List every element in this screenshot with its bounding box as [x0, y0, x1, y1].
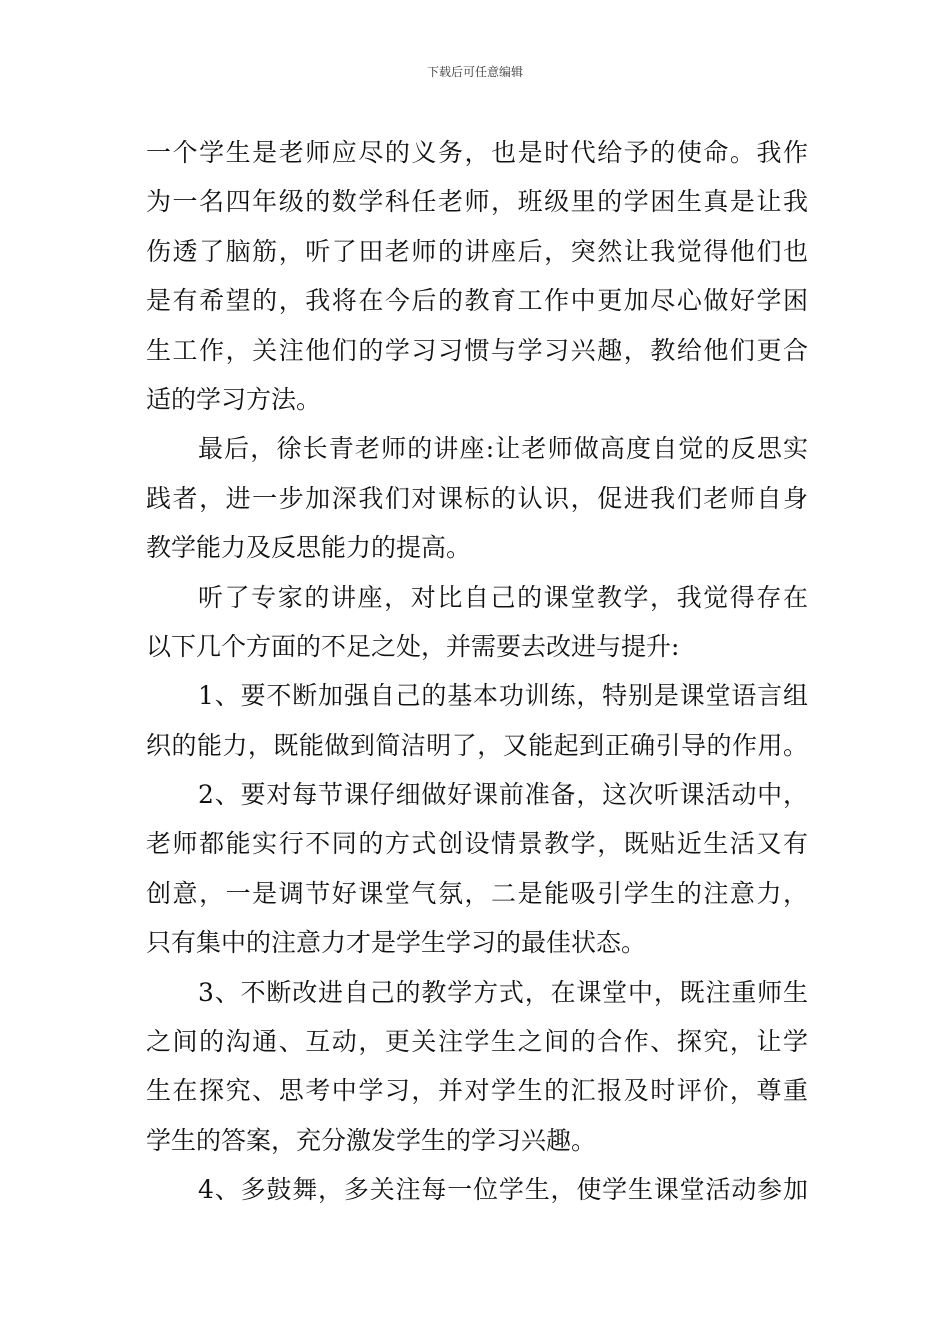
text-line: 2、要对每节课仔细做好课前准备，这次听课活动中，	[198, 780, 808, 810]
text-line: 听了专家的讲座，对比自己的课堂教学，我觉得存在	[198, 582, 808, 612]
text-line: 适的学习方法。	[146, 384, 322, 414]
text-line: 3、不断改进自己的教学方式，在课堂中，既注重师生	[198, 977, 808, 1007]
text-line: 老师都能实行不同的方式创设情景教学，既贴近生活又有	[146, 829, 808, 859]
text-line: 学生的答案，充分激发学生的学习兴趣。	[146, 1125, 597, 1155]
text-line: 创意，一是调节好课堂气氛，二是能吸引学生的注意力，	[146, 878, 808, 908]
text-line: 践者，进一步加深我们对课标的认识，促进我们老师自身	[146, 483, 808, 513]
text-line: 生工作，关注他们的学习习惯与学习兴趣，教给他们更合	[146, 335, 808, 365]
text-line: 为一名四年级的数学科任老师，班级里的学困生真是让我	[146, 187, 808, 217]
document-body	[146, 128, 808, 1215]
text-line: 最后，徐长青老师的讲座:让老师做高度自觉的反思实	[198, 434, 808, 464]
text-line: 教学能力及反思能力的提高。	[146, 533, 472, 563]
text-line: 生在探究、思考中学习，并对学生的汇报及时评价，尊重	[146, 1076, 808, 1106]
text-line: 1、要不断加强自己的基本功训练，特别是课堂语言组	[198, 681, 808, 711]
text-line: 以下几个方面的不足之处，并需要去改进与提升:	[146, 631, 680, 661]
text-line: 只有集中的注意力才是学生学习的最佳状态。	[146, 928, 647, 958]
text-line: 伤透了脑筋，听了田老师的讲座后，突然让我觉得他们也	[146, 236, 808, 266]
text-line: 4、多鼓舞，多关注每一位学生，使学生课堂活动参加	[198, 1175, 808, 1205]
text-line: 是有希望的，我将在今后的教育工作中更加尽心做好学困	[146, 286, 808, 316]
text-line: 织的能力，既能做到简洁明了，又能起到正确引导的作用。	[146, 730, 808, 760]
page-header: 下载后可任意编辑	[426, 65, 523, 79]
text-line: 一个学生是老师应尽的义务，也是时代给予的使命。我作	[146, 138, 808, 167]
text-line: 之间的沟通、互动，更关注学生之间的合作、探究，让学	[146, 1027, 808, 1057]
